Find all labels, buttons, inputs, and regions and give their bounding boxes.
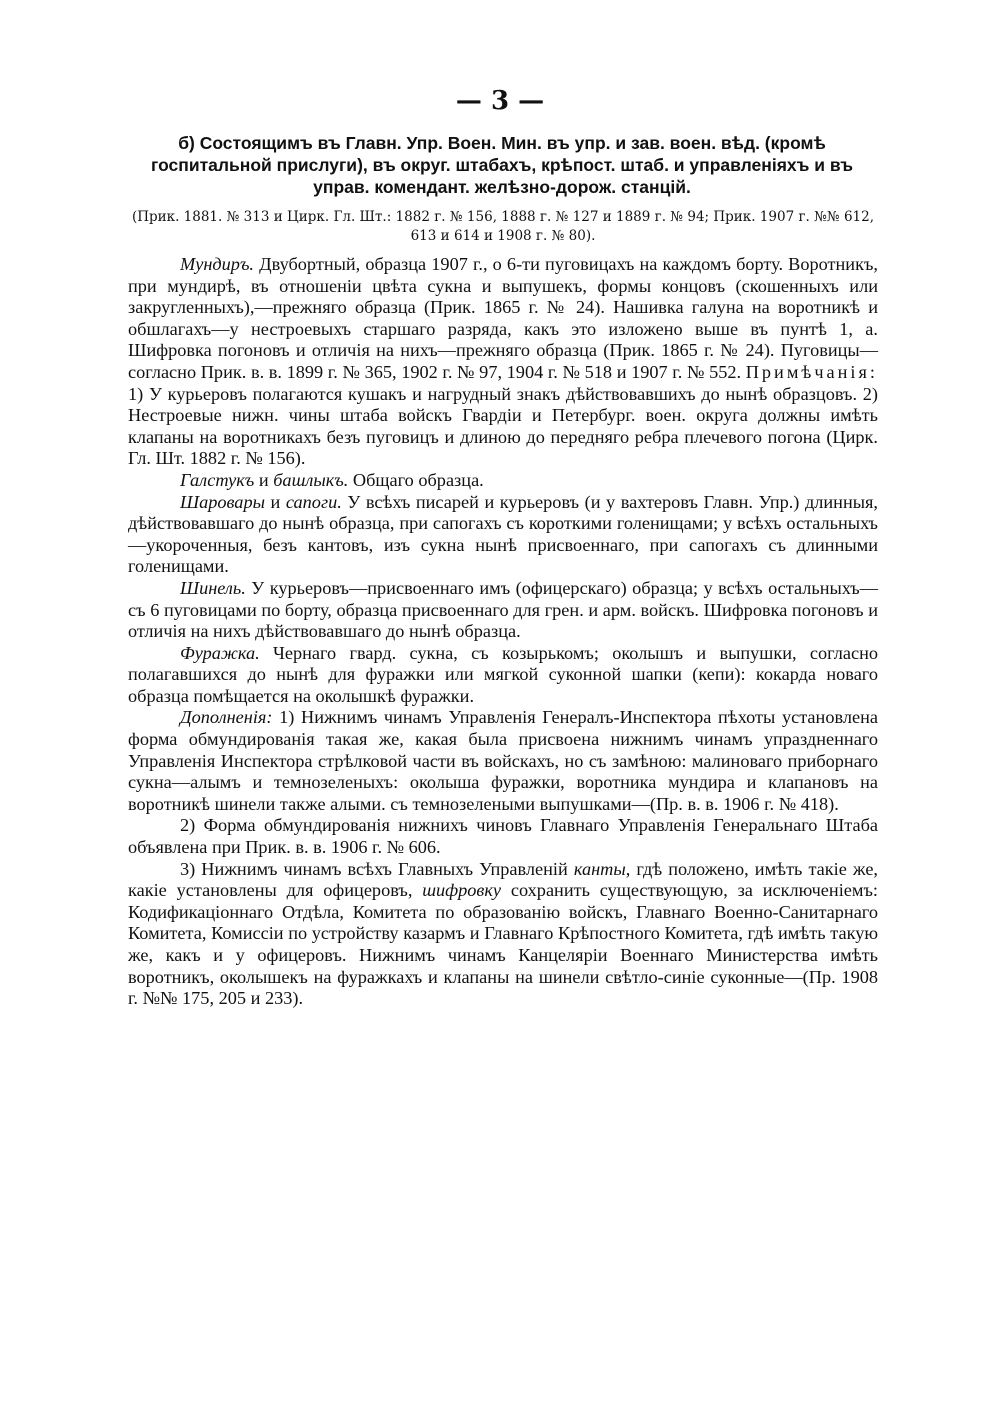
paragraph-text: У всѣхъ писарей и курьеровъ (и у вахтеровъ Главн. Упр.) длинныя, дѣйствовавшаго до нынѣ образца, при сапогахъ съ короткими голенищами; у всѣхъ остальныхъ—укороченныя, безъ кантовъ, изъ сукна нынѣ присвоеннаго, при сапогахъ съ длинными голенищами. <box>128 491 878 577</box>
paragraph-uniform <box>128 254 878 470</box>
section-references: (Прик. 1881. № 313 и Цирк. Гл. Шт.: 1882 г. № 156, 1888 г. № 127 и 1889 г. № 94; Прик. 1907 г. №№ 612, 613 и 614 и 1908 г. № 80). <box>131 209 875 244</box>
paragraph-text: Общаго образца. <box>348 469 484 490</box>
term-piping: канты <box>573 858 626 879</box>
paragraph-text: 2) Форма обмундированія нижнихъ чиновъ Главнаго Управленія Генеральнаго Штаба объявлена при Прик. в. в. 1906 г. № 606. <box>128 815 878 858</box>
conjunction: и <box>254 469 274 490</box>
term-uniform: Мундиръ. <box>180 254 254 274</box>
term-cap: Фуражка. <box>180 642 260 663</box>
paragraph-text: Чернаго гвард. сукна, съ козырькомъ; околышъ и выпушки, согласно полагавшихся до нынѣ для фуражки или мягкой суконной шапки (кепи): кокарда новаго образца помѣщается на околышкѣ фуражки. <box>128 642 878 706</box>
paragraph-text: 3) Нижнимъ чинамъ всѣхъ Главныхъ Управленій <box>180 858 574 879</box>
paragraph-text: сохранить существующую, за исключеніемъ: Кодификаціоннаго Отдѣла, Комитета по образованію войскъ, Главнаго Военно-Санитарнаго Комитета, Комиссіи по устройству казармъ и Главнаго Крѣпостного Комитета, гдѣ имѣть такую же, какъ и у офицеровъ. Нижнимъ чинамъ Канцеляріи Военнаго Министерства имѣть воротникъ, околышекъ на фуражкахъ и клапаны на шинели свѣтло-синіе суконные—(Пр. 1908 г. №№ 175, 205 и 233). <box>128 880 878 1009</box>
note-label: Примѣчанія: <box>745 361 878 382</box>
term-boots: сапоги. <box>285 491 342 512</box>
note-text: 1) У курьеровъ полагаются кушакъ и нагрудный знакъ дѣйствовавшихъ до нынѣ образцовъ. 2) Нестроевые нижн. чины штаба войскъ Гвардіи и Петербург. воен. округа должны имѣть клапаны на воротникахъ безъ пуговицъ и длиною до передняго ребра плечевого погона (Цирк. Гл. Шт. 1882 г. № 156). <box>128 383 878 469</box>
paragraph-greatcoat <box>128 578 878 643</box>
paragraph-trousers <box>128 492 878 578</box>
term-tie: Галстукъ <box>180 469 255 490</box>
term-greatcoat: Шинель. <box>180 577 246 598</box>
paragraph-cap <box>128 643 878 708</box>
term-trousers: Шаровары <box>180 491 265 512</box>
page-number: — 3 — <box>455 86 545 116</box>
term-hood: башлыкъ. <box>273 469 349 490</box>
paragraph-additions <box>128 707 878 815</box>
paragraph-text: У курьеровъ—присвоеннаго имъ (офицерскаго) образца; у всѣхъ остальныхъ—съ 6 пуговицами по борту, образца присвоеннаго для грен. и арм. войскъ. Шифровка погоновъ и отличія на нихъ дѣйствовавшаго до нынѣ образца. <box>128 577 878 642</box>
conjunction: и <box>264 491 286 512</box>
section-heading: б) Состоящимъ въ Главн. Упр. Воен. Мин. въ упр. и зав. воен. вѣд. (кромѣ госпитальной прислуги), въ округ. штабахъ, крѣпост. штаб. и управленіяхъ и въ управ. комендант. желѣзно-дорож. станцій. <box>151 133 853 197</box>
term-cipher: шифровку <box>422 880 502 901</box>
paragraph-text: Двубортный, образца 1907 г., о 6-ти пуговицахъ на каждомъ борту. Воротникъ, при мундирѣ, въ отношеніи цвѣта сукна и выпушекъ, формы концовъ (скошенныхъ или закругленныхъ),—прежняго образца (Прик. 1865 г. № 24). Нашивка галуна на воротникѣ и обшлагахъ—у нестроевыхъ старшаго разряда, какъ это изложено выше въ пунтѣ 1, а. Шифровка погоновъ и отличія на нихъ—прежняго образца (Прик. 1865 г. № 24). Пуговицы—согласно Прик. в. в. 1899 г. № 365, 1902 г. № 97, 1904 г. № 518 и 1907 г. № 552. <box>128 254 878 382</box>
term-additions: Дополненія: <box>180 707 273 728</box>
paragraph-addition-2 <box>128 815 878 858</box>
paragraph-text: 1) Нижнимъ чинамъ Управленія Генералъ-Инспектора пѣхоты установлена форма обмундированія такая же, какая была присвоена нижнимъ чинамъ упраздненнаго Управленія Инспектора стрѣлковой части въ войскахъ, но съ замѣною: малиноваго приборнаго сукна—алымъ и темнозеленыхъ: околыша фуражки, воротника мундира и клапановъ на воротникѣ шинели также алыми. съ темнозелеными выпушками—(Пр. в. в. 1906 г. № 418). <box>128 707 878 814</box>
paragraph-tie <box>128 470 878 492</box>
document-body <box>128 254 878 1010</box>
paragraph-text: , гдѣ положено, имѣть такіе же, какіе установлены для офицеровъ, <box>128 858 878 901</box>
paragraph-addition-3 <box>128 859 878 1010</box>
